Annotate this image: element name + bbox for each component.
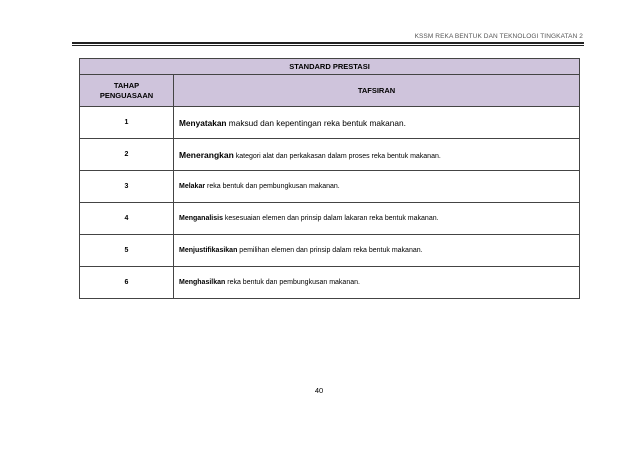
column-header-description: TAFSIRAN xyxy=(174,75,580,107)
level-cell: 6 xyxy=(80,267,174,299)
level-cell: 2 xyxy=(80,139,174,171)
table-row xyxy=(80,203,580,235)
description-cell xyxy=(174,203,580,235)
description-verb: Melakar xyxy=(179,183,206,190)
description-cell xyxy=(174,267,580,299)
description-verb: Menjustifikasikan xyxy=(179,247,238,254)
description-text: maksud dan kepentingan reka bentuk makanan. xyxy=(226,117,406,128)
level-cell: 4 xyxy=(80,203,174,235)
description-text: kesesuaian elemen dan prinsip dalam lakaran reka bentuk makanan. xyxy=(222,215,439,222)
description-verb: Menyatakan xyxy=(179,117,227,128)
table-row xyxy=(80,139,580,171)
table-title-row xyxy=(80,59,580,75)
description-verb: Menghasilkan xyxy=(179,279,226,286)
header-rule xyxy=(72,42,584,46)
column-header-level-line2: PENGUASAAN xyxy=(99,90,154,100)
table-row xyxy=(80,235,580,267)
description-cell xyxy=(174,171,580,203)
table-row xyxy=(80,171,580,203)
level-cell: 1 xyxy=(80,107,174,139)
description-text: kategori alat dan perkakasan dalam proses reka bentuk makanan. xyxy=(233,152,441,160)
level-cell: 3 xyxy=(80,171,174,203)
table-row xyxy=(80,267,580,299)
page-number: 40 xyxy=(314,386,324,395)
description-verb: Menerangkan xyxy=(179,149,234,160)
description-text: reka bentuk dan pembungkusan makanan. xyxy=(205,183,340,190)
document-header: KSSM REKA BENTUK DAN TEKNOLOGI TINGKATAN 2 xyxy=(414,33,583,40)
standard-prestasi-table xyxy=(79,58,580,299)
description-cell xyxy=(174,235,580,267)
description-text: reka bentuk dan pembungkusan makanan. xyxy=(225,279,360,286)
table-title: STANDARD PRESTASI xyxy=(80,59,580,75)
table-header-row xyxy=(80,75,580,107)
description-cell xyxy=(174,107,580,139)
table-row xyxy=(80,107,580,139)
description-verb: Menganalisis xyxy=(179,215,223,222)
level-cell: 5 xyxy=(80,235,174,267)
description-text: pemilihan elemen dan prinsip dalam reka bentuk makanan. xyxy=(237,247,423,254)
description-cell xyxy=(174,139,580,171)
column-header-level xyxy=(80,75,174,107)
column-header-level-line1: TAHAP xyxy=(113,80,140,90)
